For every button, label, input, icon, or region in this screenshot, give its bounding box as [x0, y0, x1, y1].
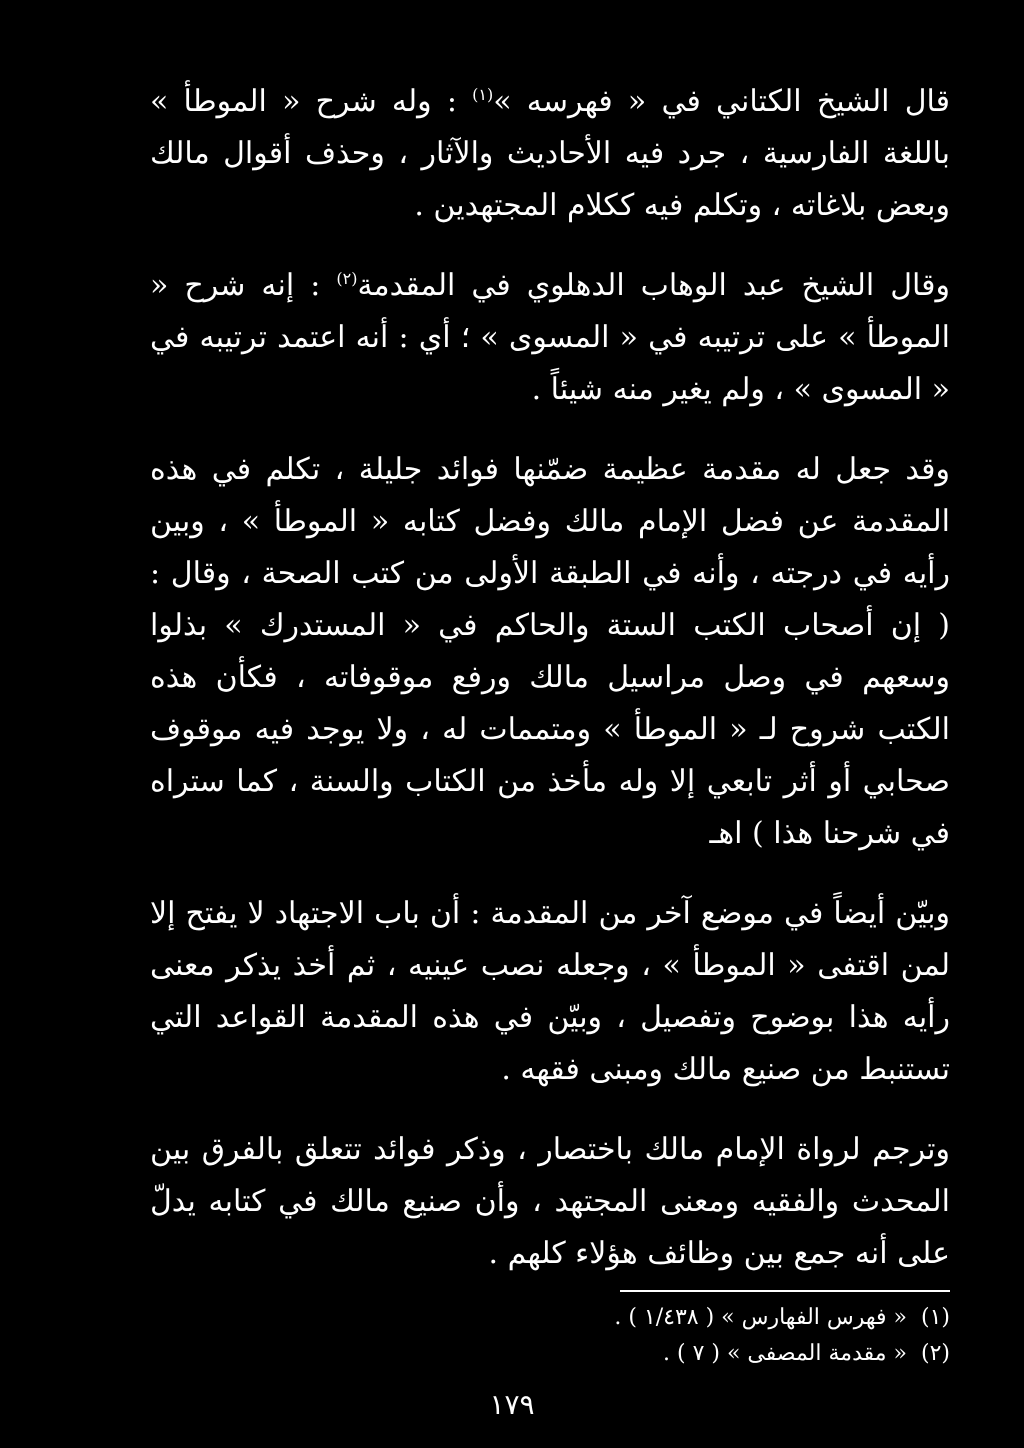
paragraph-3-text: وقد جعل له مقدمة عظيمة ضمّنها فوائد جليلة ، تكلم في هذه المقدمة عن فضل الإمام مالك وفضل كتابه « الموطأ » ، وبين رأيه في درجته ، وأنه في الطبقة الأولى من كتب الصحة ، وقال : ( إن أصحاب الكتب الستة والحاكم في « المستدرك » بذلوا وسعهم في وصل مراسيل مالك ورفع موقوفاته ، فكأن هذه الكتب شروح لـ « الموطأ » ومتممات له ، ولا يوجد فيه موقوف صحابي أو أثر تابعي إلا وله مأخذ من الكتاب والسنة ، كما ستراه في شرحنا هذا ) اهـ	[150, 452, 950, 851]
paragraph-4-text: وبيّن أيضاً في موضع آخر من المقدمة : أن باب الاجتهاد لا يفتح إلا لمن اقتفى « الموطأ » ، وجعله نصب عينيه ، ثم أخذ يذكر معنى رأيه هذا بوضوح وتفصيل ، وبيّن في هذه المقدمة القواعد التي تستنبط من صنيع مالك ومبنى فقهه .	[150, 896, 950, 1087]
paragraph-3	[150, 444, 950, 860]
paragraph-1	[150, 76, 950, 232]
footnote-separator	[620, 1290, 950, 1292]
paragraph-2	[150, 260, 950, 416]
footnote-ref-2: (٢)	[336, 269, 358, 288]
paragraph-2-text-a: وقال الشيخ عبد الوهاب الدهلوي في المقدمة	[357, 268, 950, 303]
paragraph-2-text-b: : إنه شرح « الموطأ » على ترتيبه في « المسوى » ؛ أي : أنه اعتمد ترتيبه في « المسوى » ، ولم يغير منه شيئاً .	[150, 268, 950, 407]
footnote-2-text: « مقدمة المصفى » ( ٧ ) .	[663, 1341, 907, 1366]
page-number: ١٧٩	[489, 1388, 535, 1421]
footnote-1-number: (١)	[920, 1305, 950, 1330]
main-text	[150, 76, 950, 1308]
footnote-1	[530, 1300, 950, 1336]
footnote-2-number: (٢)	[920, 1341, 950, 1366]
paragraph-4	[150, 888, 950, 1096]
footnote-ref-1: (١)	[472, 85, 494, 104]
footnote-1-text: « فهرس الفهارس » ( ١/٤٣٨ ) .	[614, 1305, 907, 1330]
paragraph-5	[150, 1124, 950, 1280]
footnotes	[530, 1300, 950, 1372]
paragraph-1-text-b: : وله شرح « الموطأ » باللغة الفارسية ، جرد فيه الأحاديث والآثار ، وحذف أقوال مالك وبعض بلاغاته ، وتكلم فيه ككلام المجتهدين .	[150, 84, 950, 223]
paragraph-5-text: وترجم لرواة الإمام مالك باختصار ، وذكر فوائد تتعلق بالفرق بين المحدث والفقيه ومعنى المجتهد ، وأن صنيع مالك في كتابه يدلّ على أنه جمع بين وظائف هؤلاء كلهم .	[150, 1132, 950, 1271]
paragraph-1-text-a: قال الشيخ الكتاني في « فهرسه »	[493, 84, 950, 119]
footnote-2	[530, 1336, 950, 1372]
